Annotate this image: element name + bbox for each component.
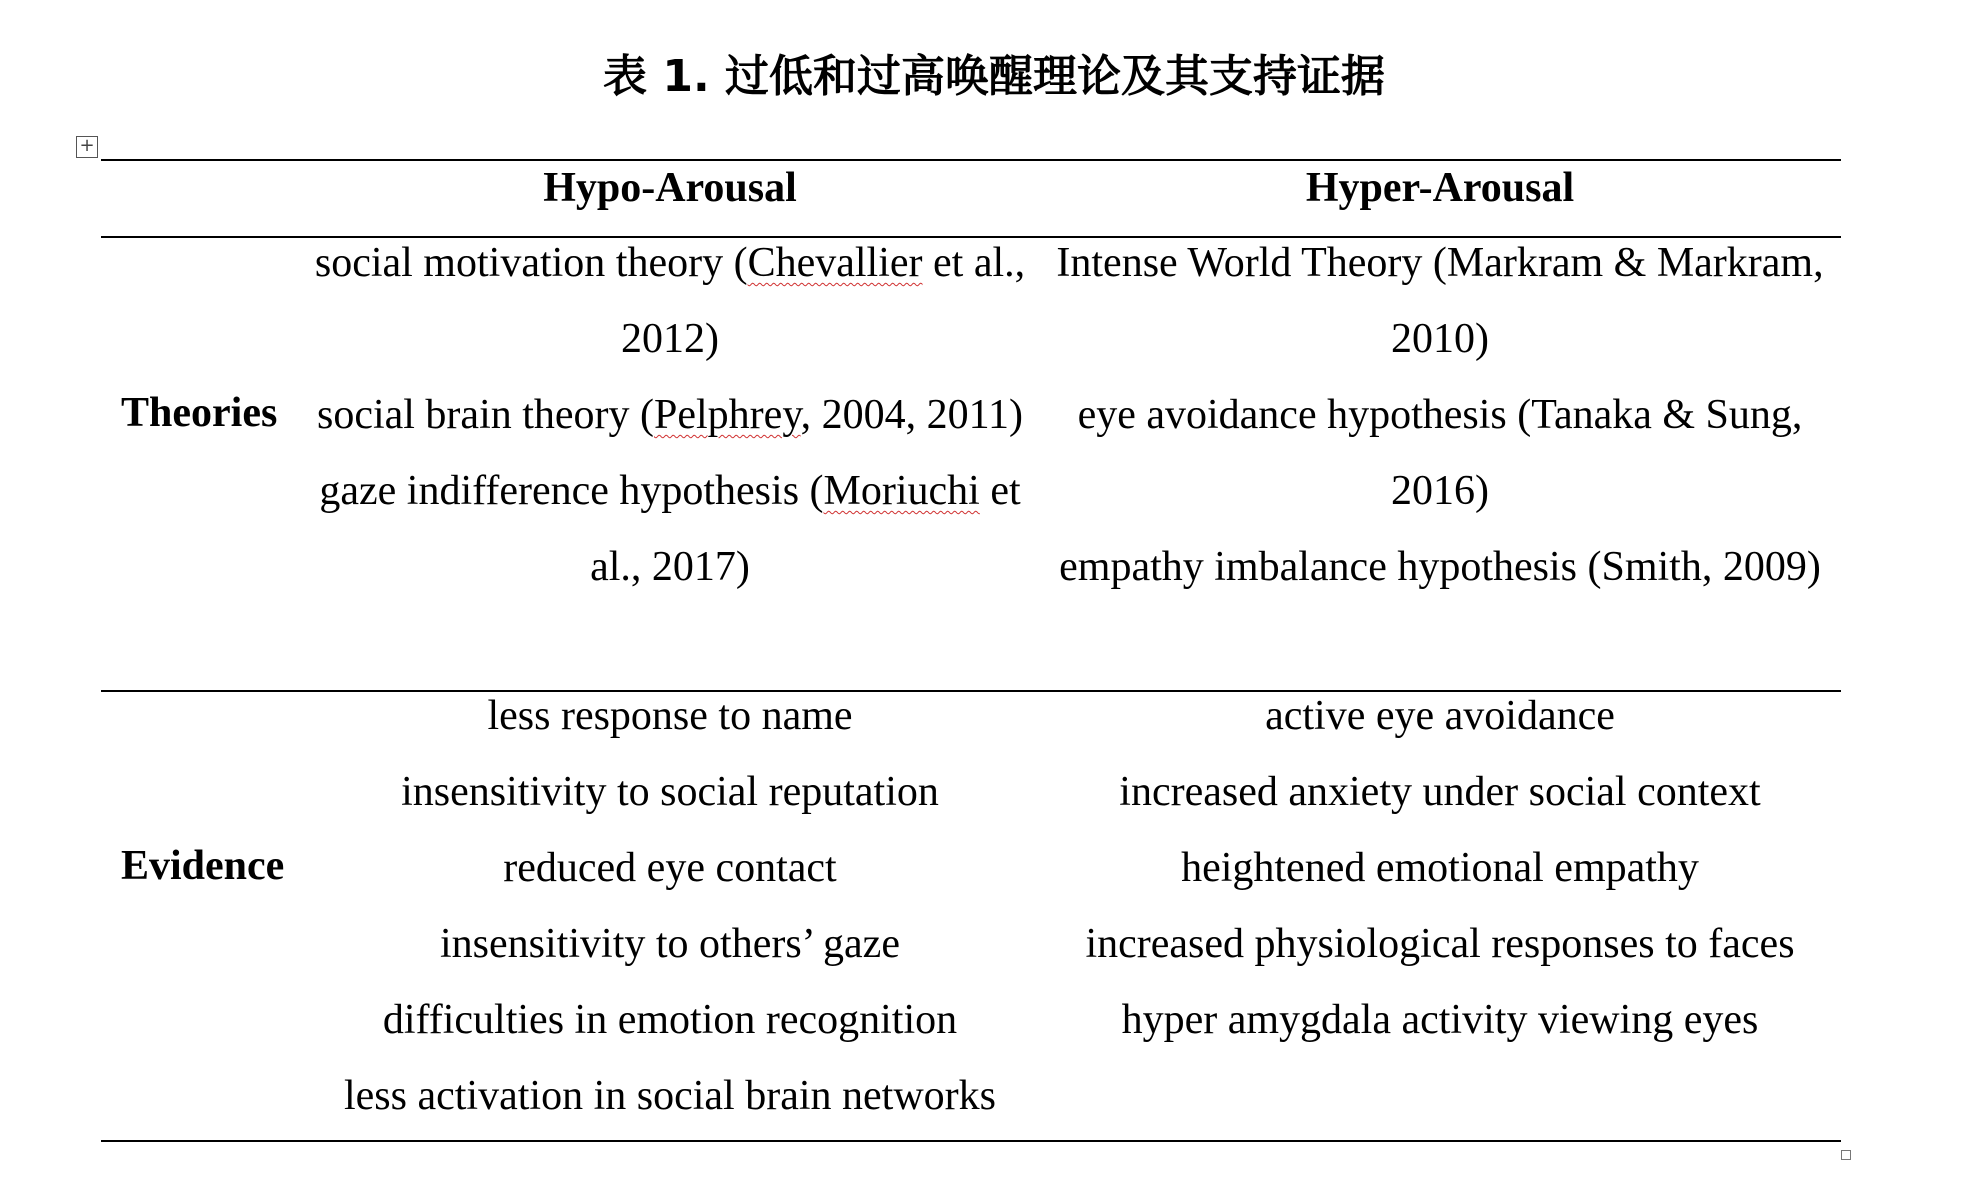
theories-hyper-cell bbox=[1040, 225, 1840, 605]
cell-entry: increased physiological responses to faces bbox=[1085, 921, 1795, 967]
column-header-hyper-arousal: Hyper-Arousal bbox=[1305, 165, 1575, 211]
cell-entry: active eye avoidance bbox=[1265, 693, 1615, 739]
cell-entry: hyper amygdala activity viewing eyes bbox=[1121, 997, 1759, 1043]
cell-entry: Intense World Theory (Markram & Markram, 2010) bbox=[1056, 240, 1824, 362]
cell-entry: heightened emotional empathy bbox=[1181, 845, 1699, 891]
cell-entry: reduced eye contact bbox=[503, 845, 837, 891]
evidence-hyper-cell bbox=[1040, 678, 1840, 1058]
cell-entry: less response to name bbox=[487, 693, 853, 739]
cell-entry: eye avoidance hypothesis (Tanaka & Sung, 2016) bbox=[1077, 392, 1803, 514]
cell-entry: insensitivity to social reputation bbox=[401, 769, 939, 815]
cell-entry: less activation in social brain networks bbox=[343, 1073, 996, 1119]
bottom-rule bbox=[101, 1140, 1841, 1142]
cell-entry: difficulties in emotion recognition bbox=[382, 997, 958, 1043]
cell-entry: gaze indifference hypothesis (Moriuchi et al., 2017) bbox=[319, 468, 1021, 590]
theories-hypo-cell bbox=[310, 225, 1030, 605]
table-resize-handle-icon[interactable] bbox=[1841, 1150, 1851, 1160]
cell-entry: social brain theory (Pelphrey, 2004, 2011) bbox=[316, 392, 1024, 438]
row-label-evidence: Evidence bbox=[121, 843, 285, 889]
cell-entry: empathy imbalance hypothesis (Smith, 2009) bbox=[1059, 544, 1821, 590]
cell-entry: insensitivity to others’ gaze bbox=[440, 921, 900, 967]
table-title: 表 1. 过低和过高唤醒理论及其支持证据 bbox=[603, 51, 1385, 102]
evidence-hypo-cell bbox=[310, 678, 1030, 1134]
cell-entry: social motivation theory (Chevallier et al., 2012) bbox=[314, 240, 1026, 362]
row-label-theories: Theories bbox=[121, 390, 278, 436]
cell-entry: increased anxiety under social context bbox=[1119, 769, 1761, 815]
table-move-handle-icon[interactable]: + bbox=[76, 136, 98, 158]
column-header-hypo-arousal: Hypo-Arousal bbox=[543, 165, 797, 211]
